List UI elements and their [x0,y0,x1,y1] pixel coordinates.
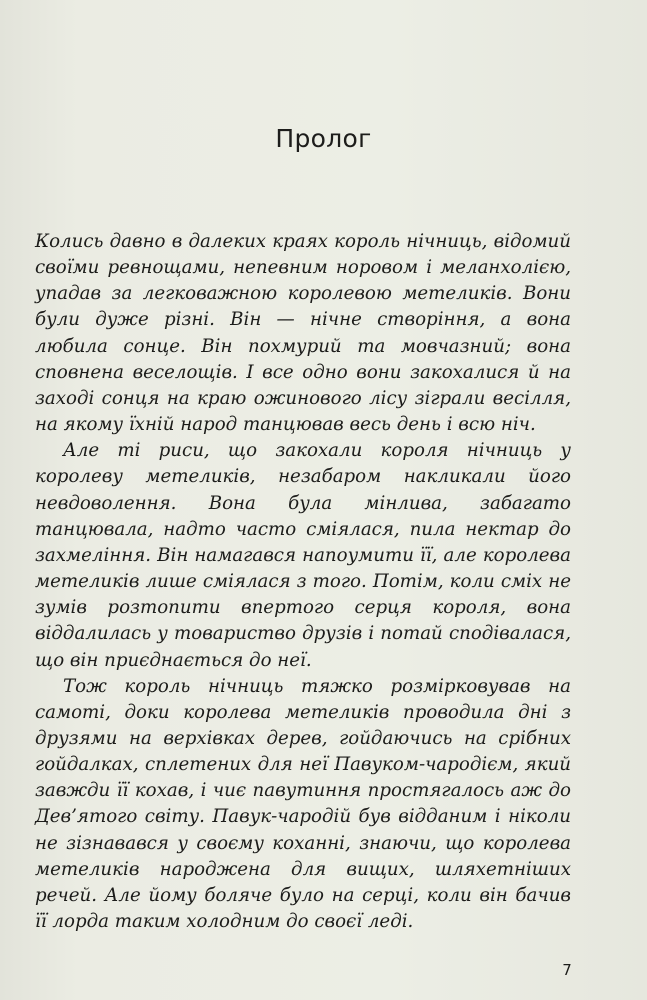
paragraph-3: Тож король нічниць тяжко розмірковував на самоті, доки королева метеликів проводила дні з друзями на верхівках дерев, гойдаючись на срібних гойдалках, сплетених для неї Павуком-чародієм, який завжди її кохав, і чиє павутиння простягалось аж до Дев’ятого світу. Павук-чародій був відданим і ніколи не зізнавався у своєму коханні, знаючи, що королева метеликів народжена для вищих, шляхетніших речей. Але йому боляче було на серці, коли він бачив її лорда таким холодним до своєї леді. [35,675,571,933]
paragraph-2: Але ті риси, що закохали короля нічниць у королеву метеликів, незабаром накликали його невдоволення. Вона була мінлива, забагато танцювала, надто часто сміялася, пила нектар до захмеління. Він намагався напоумити її, але королева метеликів лише сміялася з того. Потім, коли сміх не зумів розтопити впертого серця короля, вона віддалилась у товариство друзів і потай сподівалася, що він приєднається до неї. [35,440,571,671]
page-number: 7 [562,961,572,979]
chapter-title: Пролог [275,124,372,153]
chapter-body [35,229,571,935]
paragraph-1: Колись давно в далеких краях король нічниць, відомий своїми ревнощами, непевним норовом і меланхолією, упадав за легковажною королевою метеликів. Вони були дуже різні. Він — нічне створіння, а вона любила сонце. Він похмурий та мовчазний; вона сповнена веселощів. І все одно вони закохалися й на заході сонця на краю ожинового лісу зіграли весілля, на якому їхній народ танцював весь день і всю ніч. [35,231,571,436]
